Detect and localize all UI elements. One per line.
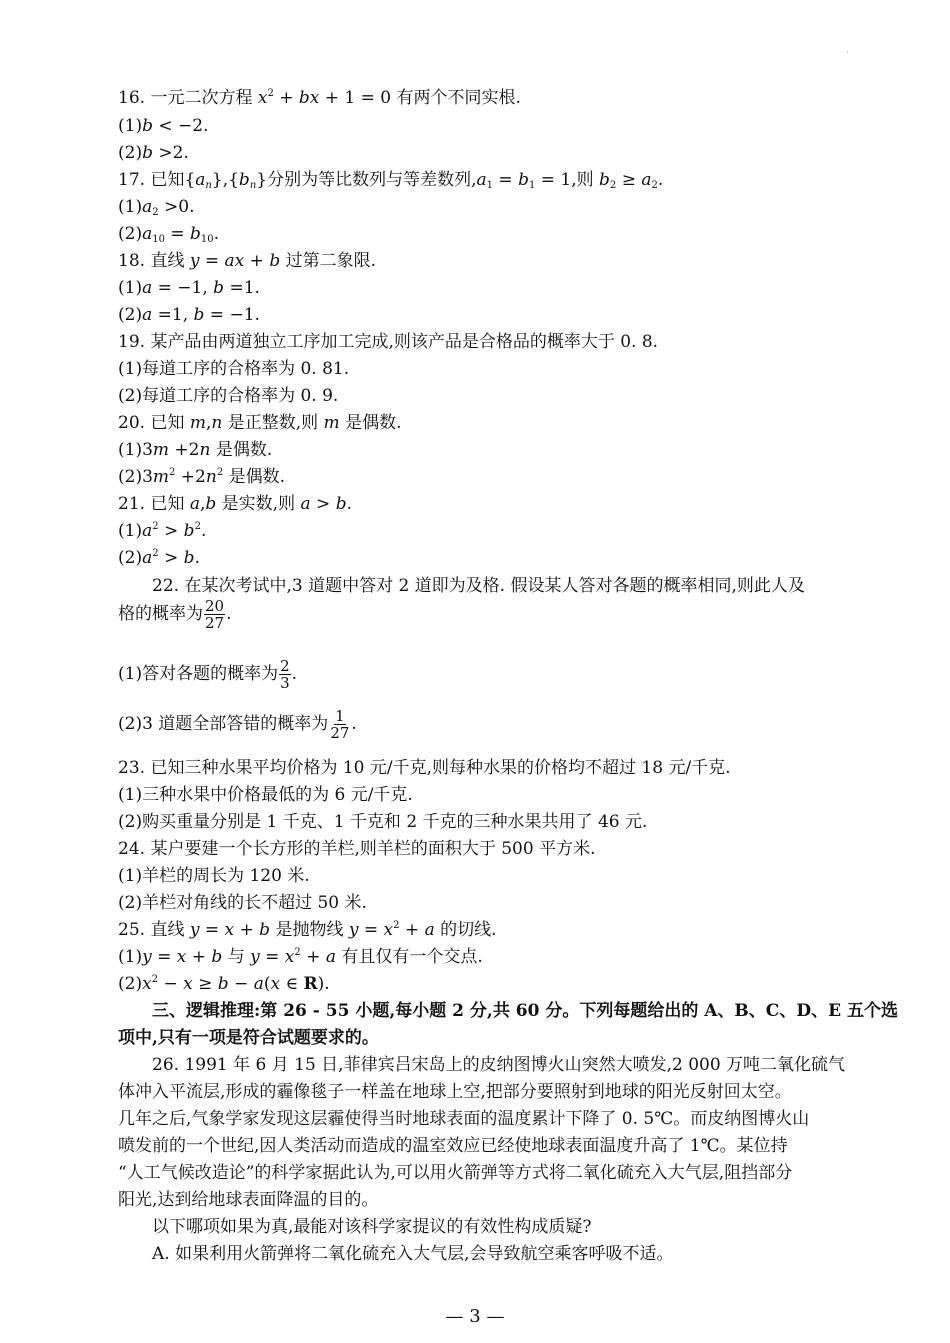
fraction-1-27: $\frac{1}{27}$ — [330, 707, 350, 742]
q22-condition-1: (1)答对各题的概率为 $\frac{2}{3}$ . — [118, 657, 298, 692]
q17-condition-2: $(2)a_{10} = b_{10}$. — [118, 224, 220, 245]
q20-condition-1: (1)3m +2n 是偶数. — [118, 440, 273, 460]
q25-condition-2: $(2)x^2 - x \ge b - a(x$ ∈ R). — [118, 974, 330, 994]
page-number: — 3 — — [445, 1306, 505, 1327]
q26-passage-line-5: “人工气候改造论”的科学家据此认为,可以用火箭弹等方式将二氧化硫充入大气层,阻挡部分 — [118, 1163, 793, 1183]
q24-stem: 24. 某户要建一个长方形的羊栏,则羊栏的面积大于 500 平方米. — [118, 839, 596, 859]
q21-condition-1: $(1)a^2 > b^2$. — [118, 521, 207, 541]
q18-stem: 18. 直线 y = ax + b 过第二象限. — [118, 251, 377, 271]
section-3-heading-line-2: 项中,只有一项是符合试题要求的。 — [118, 1028, 379, 1048]
q25-stem: 25. 直线 y = x + b 是抛物线 $y = x^2 + a$ 的切线. — [118, 920, 497, 940]
q19-stem: 19. 某产品由两道独立工序加工完成,则该产品是合格品的概率大于 0. 8. — [118, 332, 659, 352]
q18-condition-1: (1)a = −1, b =1. — [118, 278, 260, 298]
q17-condition-1: $(1)a_2 >0$. — [118, 197, 195, 218]
q20-stem: 20. 已知 m,n 是正整数,则 m 是偶数. — [118, 413, 402, 433]
q26-passage-line-1: 26. 1991 年 6 月 15 日,菲律宾吕宋岛上的皮纳图博火山突然大喷发,2 000 万吨二氧化硫气 — [152, 1055, 846, 1075]
q21-condition-2: $(2)a^2 > b$. — [118, 548, 200, 568]
q17-stem: 17. 已知$\{a_n\},\{b_n\}$分别为等比数列与等差数列$,a_1 = b_1 = 1$,则 $b_2 \ge a_2$. — [118, 170, 664, 191]
section-3-heading-line-1: 三、逻辑推理:第 26 - 55 小题,每小题 2 分,共 60 分。下列每题给出的 A、B、C、D、E 五个选 — [152, 1001, 898, 1021]
q25-condition-1: (1)y = x + b 与 $y = x^2 + a$ 有且仅有一个交点. — [118, 947, 483, 967]
corner-mark: · — [846, 48, 849, 58]
q22-stem-line-1: 22. 在某次考试中,3 道题中答对 2 道即为及格. 假设某人答对各题的概率相同,则此人及 — [152, 576, 805, 596]
q19-condition-1: (1)每道工序的合格率为 0. 81. — [118, 359, 350, 379]
q26-passage-line-4: 喷发前的一个世纪,因人类活动而造成的温室效应已经使地球表面温度升高了 1℃。某位持 — [118, 1136, 788, 1156]
q21-stem: 21. 已知 a,b 是实数,则 a > b. — [118, 494, 352, 514]
q20-condition-2: $(2)3m^2 +2n^2$ 是偶数. — [118, 467, 286, 487]
q24-condition-1: (1)羊栏的周长为 120 米. — [118, 866, 310, 886]
q16-condition-1: (1)b < −2. — [118, 116, 209, 136]
fraction-20-27: $\frac{20}{27}$ — [205, 597, 225, 632]
fraction-2-3: $\frac{2}{3}$ — [280, 657, 290, 692]
q16-stem: 16. 一元二次方程 $x^2$ + bx + 1 = 0 有两个不同实根. — [118, 88, 521, 108]
q23-stem: 23. 已知三种水果平均价格为 10 元/千克,则每种水果的价格均不超过 18 元/千克. — [118, 758, 731, 778]
q23-condition-2: (2)购买重量分别是 1 千克、1 千克和 2 千克的三种水果共用了 46 元. — [118, 812, 648, 832]
q22-stem-line-2: 格的概率为 $\frac{20}{27}$ . — [118, 597, 232, 632]
q26-question: 以下哪项如果为真,最能对该科学家提议的有效性构成质疑? — [152, 1217, 592, 1237]
q19-condition-2: (2)每道工序的合格率为 0. 9. — [118, 386, 339, 406]
q26-passage-line-3: 几年之后,气象学家发现这层霾使得当时地球表面的温度累计下降了 0. 5℃。而皮纳图博火山 — [118, 1109, 810, 1129]
q26-passage-line-6: 阳光,达到给地球表面降温的目的。 — [118, 1190, 379, 1210]
q18-condition-2: (2)a =1, b = −1. — [118, 305, 260, 325]
q26-option-a: A. 如果利用火箭弹将二氧化硫充入大气层,会导致航空乘客呼吸不适。 — [152, 1244, 674, 1264]
q16-condition-2: (2)b >2. — [118, 143, 189, 163]
q23-condition-1: (1)三种水果中价格最低的为 6 元/千克. — [118, 785, 413, 805]
q26-passage-line-2: 体冲入平流层,形成的霾像毯子一样盖在地球上空,把部分要照射到地球的阳光反射回太空。 — [118, 1082, 792, 1102]
q22-condition-2: (2)3 道题全部答错的概率为 $\frac{1}{27}$ . — [118, 707, 357, 742]
q24-condition-2: (2)羊栏对角线的长不超过 50 米. — [118, 893, 367, 913]
